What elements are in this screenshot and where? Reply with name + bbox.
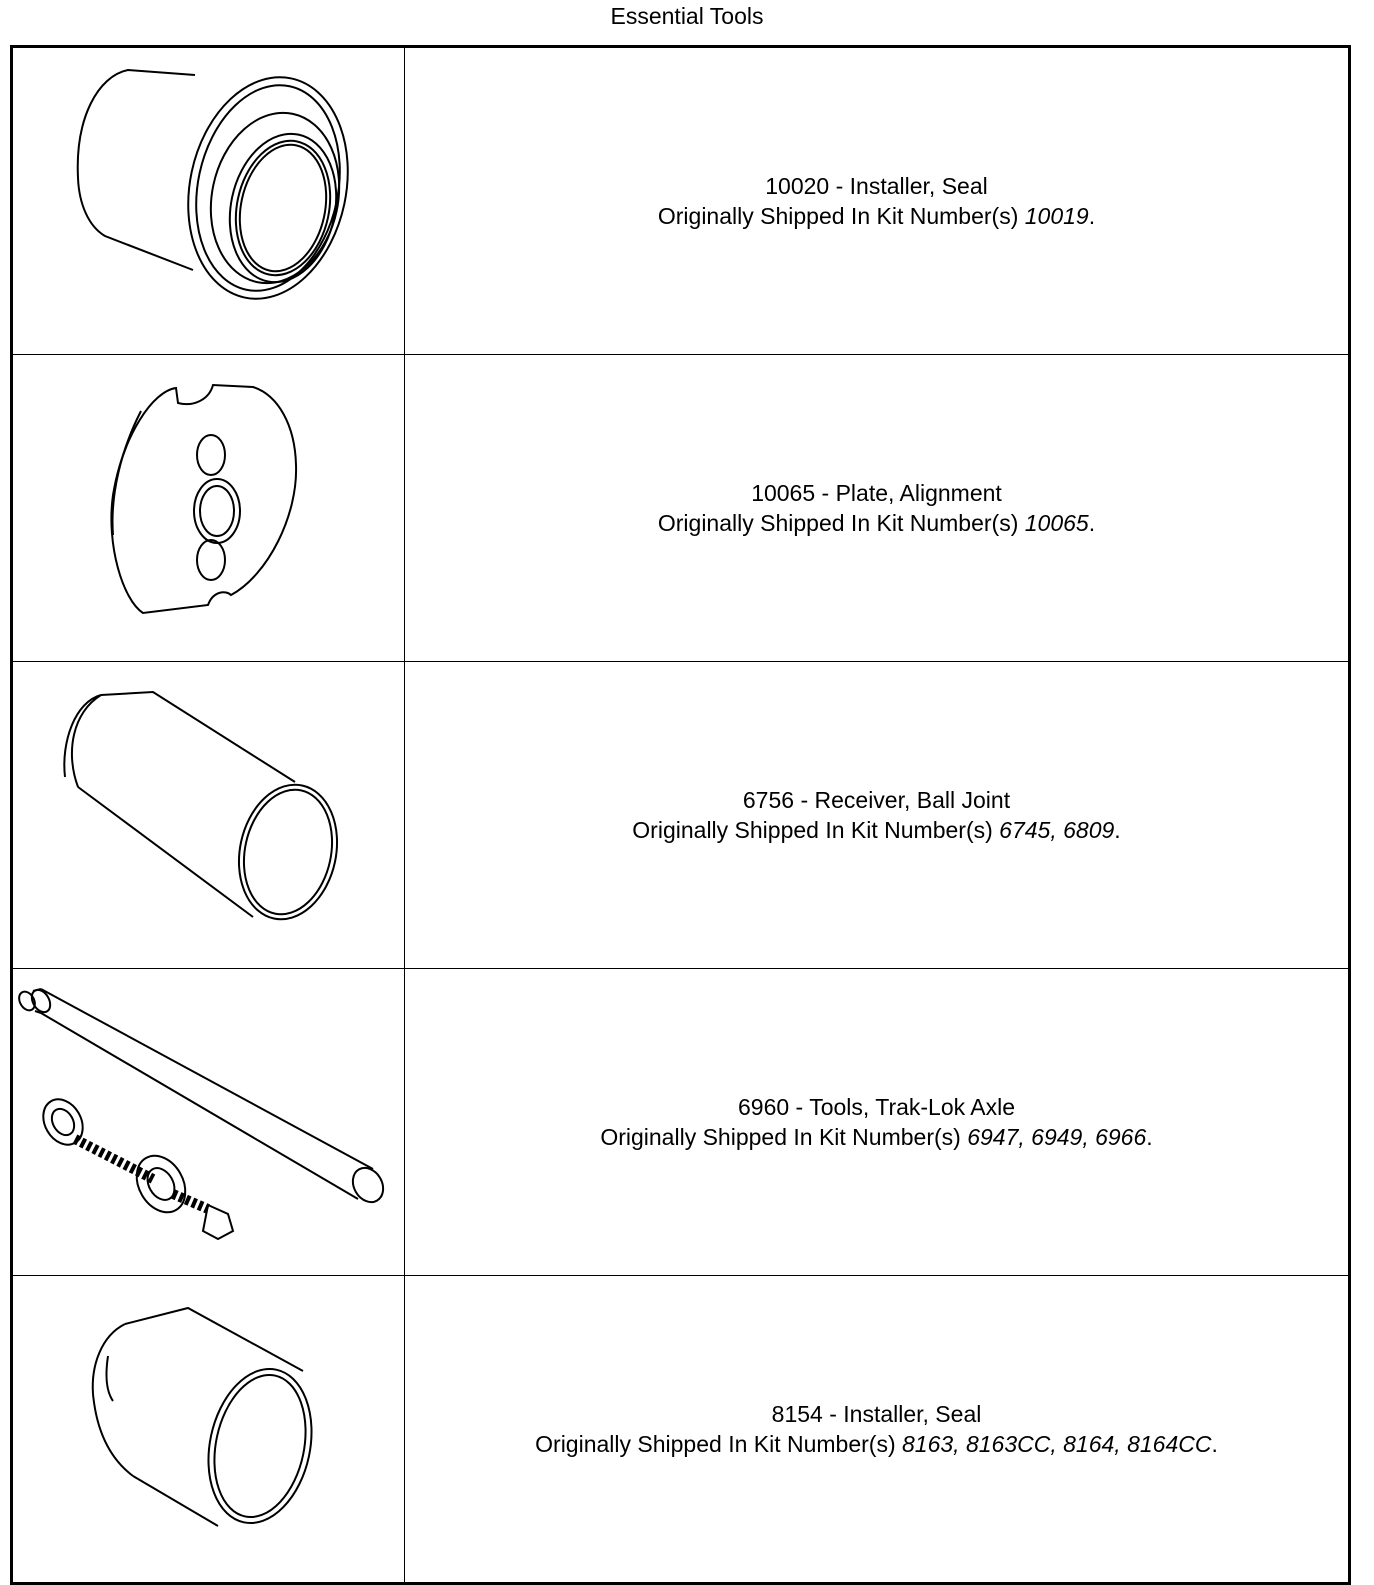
tool-description-cell [405, 662, 1350, 969]
kit-prefix: Originally Shipped In Kit Number(s) [600, 1124, 968, 1150]
ball-joint-receiver-icon [13, 662, 404, 968]
tool-name: 6960 - Tools, Trak-Lok Axle [738, 1094, 1015, 1120]
table-row [12, 47, 1350, 355]
tool-description-cell [405, 355, 1350, 662]
tool-name: 6756 - Receiver, Ball Joint [742, 787, 1011, 813]
kit-suffix: . [1114, 817, 1121, 843]
tool-name: 10020 - Installer, Seal [765, 173, 988, 199]
seal-installer-cup-icon [13, 1276, 404, 1582]
tool-image-cell [12, 47, 405, 355]
tool-description-cell [405, 1276, 1350, 1584]
alignment-plate-icon [13, 355, 404, 661]
tool-description-cell [405, 47, 1350, 355]
tool-kit-line [405, 815, 1348, 845]
tool-description-cell [405, 969, 1350, 1276]
kit-numbers: 6947, 6949, 6966 [967, 1124, 1147, 1150]
tool-image-cell [12, 969, 405, 1276]
tool-image-cell [12, 662, 405, 969]
table-row [12, 355, 1350, 662]
kit-prefix: Originally Shipped In Kit Number(s) [657, 203, 1025, 229]
page-title: Essential Tools [610, 3, 764, 29]
kit-suffix: . [1088, 203, 1096, 229]
tool-kit-line [405, 1429, 1348, 1459]
kit-prefix: Originally Shipped In Kit Number(s) [535, 1431, 903, 1457]
tool-kit-line [405, 508, 1348, 538]
kit-suffix: . [1146, 1124, 1153, 1150]
essential-tools-table [10, 45, 1351, 1585]
trak-lok-axle-tools-icon [13, 969, 404, 1275]
table-row [12, 969, 1350, 1276]
kit-numbers: 10019 [1024, 203, 1089, 229]
tool-name: 10065 - Plate, Alignment [751, 480, 1002, 506]
kit-numbers: 10065 [1024, 510, 1089, 536]
tool-name: 8154 - Installer, Seal [771, 1401, 982, 1427]
seal-installer-icon [13, 48, 404, 354]
kit-suffix: . [1211, 1431, 1218, 1457]
table-row [12, 1276, 1350, 1584]
kit-prefix: Originally Shipped In Kit Number(s) [657, 510, 1025, 536]
tool-kit-line [405, 1122, 1348, 1152]
tool-image-cell [12, 355, 405, 662]
tool-image-cell [12, 1276, 405, 1584]
table-row [12, 662, 1350, 969]
kit-suffix: . [1088, 510, 1096, 536]
tool-kit-line [405, 201, 1348, 231]
kit-numbers: 6745, 6809 [999, 817, 1115, 843]
kit-numbers: 8163, 8163CC, 8164, 8164CC [902, 1431, 1212, 1457]
kit-prefix: Originally Shipped In Kit Number(s) [632, 817, 1000, 843]
